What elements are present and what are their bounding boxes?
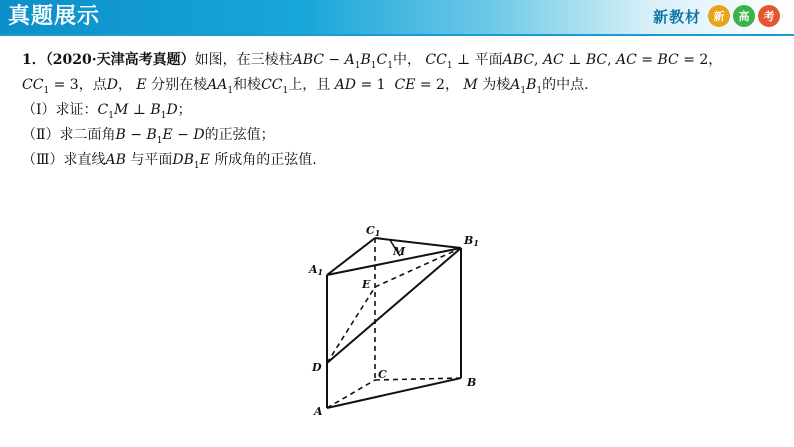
badge-high: 高 — [733, 5, 755, 27]
brand-logo — [653, 5, 780, 27]
problem-line-1: 1．（2020·天津高考真题）如图，在三棱柱ABC − $A_1B_1C_1$中， $CC_1$ ⊥ 平面ABC, AC ⊥ BC, AC = BC = 2， — [22, 52, 723, 71]
text: （Ⅰ）求证： — [22, 102, 98, 118]
text: 如图，在三棱柱 — [194, 52, 293, 68]
text: （Ⅱ）求二面角 — [22, 127, 116, 143]
section-title: 真题展示 — [8, 4, 101, 29]
label-m: M — [393, 245, 406, 258]
problem-part-3: （Ⅲ）求直线AB 与平面$DB_1E$ 所成角的正弦值. — [22, 152, 317, 171]
prism-diagram — [300, 218, 500, 424]
problem-part-2: （Ⅱ）求二面角$B - B_1E - D$的正弦值； — [22, 127, 275, 146]
label-c: C — [378, 368, 387, 381]
label-b: B — [467, 376, 477, 389]
edge-e-b1 — [375, 248, 461, 287]
text: ； — [177, 102, 192, 118]
edge-a-c — [327, 380, 375, 408]
problem-number: 1． — [22, 52, 46, 68]
text: 为棱 — [482, 77, 511, 93]
edge-d-e — [327, 287, 375, 363]
text: 分别在棱 — [151, 77, 208, 93]
label-c1: C1 — [366, 224, 381, 238]
text: 和棱 — [233, 77, 262, 93]
label-a: A — [314, 405, 323, 418]
brand-text: 新教材 — [652, 7, 701, 26]
text: 的正弦值； — [204, 127, 275, 143]
text: 平面 — [474, 52, 503, 68]
badge-exam: 考 — [758, 5, 780, 27]
edge-d-b1 — [327, 248, 461, 363]
text: ， — [117, 77, 132, 93]
header-banner — [0, 0, 794, 34]
text: 上，且 — [288, 77, 331, 93]
header-rule — [0, 34, 794, 36]
text: 的中点. — [542, 77, 589, 93]
problem-text — [22, 50, 782, 175]
problem-source: （2020·天津高考真题） — [45, 52, 195, 68]
edge-c-b — [375, 378, 461, 380]
problem-part-1: （Ⅰ）求证：$C_1M$ ⊥ $B_1D$； — [22, 102, 192, 121]
text: ，点 — [78, 77, 107, 93]
prism-figure — [300, 218, 500, 424]
text: ， — [444, 77, 459, 93]
solid-edges — [327, 238, 461, 408]
text: 与平面 — [130, 152, 173, 168]
edge-c1-b1 — [375, 238, 461, 248]
label-a1: A1 — [309, 263, 324, 277]
label-b1: B1 — [464, 234, 479, 248]
text: ， — [708, 52, 723, 68]
label-e: E — [362, 278, 371, 291]
badge-new: 新 — [708, 5, 730, 27]
label-d: D — [312, 361, 322, 374]
text: 所成角的正弦值. — [214, 152, 317, 168]
text: （Ⅲ）求直线 — [22, 152, 106, 168]
edge-a-b — [327, 378, 461, 408]
text: 中， — [392, 52, 421, 68]
problem-line-2: $CC_1 = 3$，点D， E 分别在棱$AA_1$和棱$CC_1$上，且 AD = 1 CE = 2， M 为棱$A_1B_1$的中点. — [22, 77, 589, 96]
